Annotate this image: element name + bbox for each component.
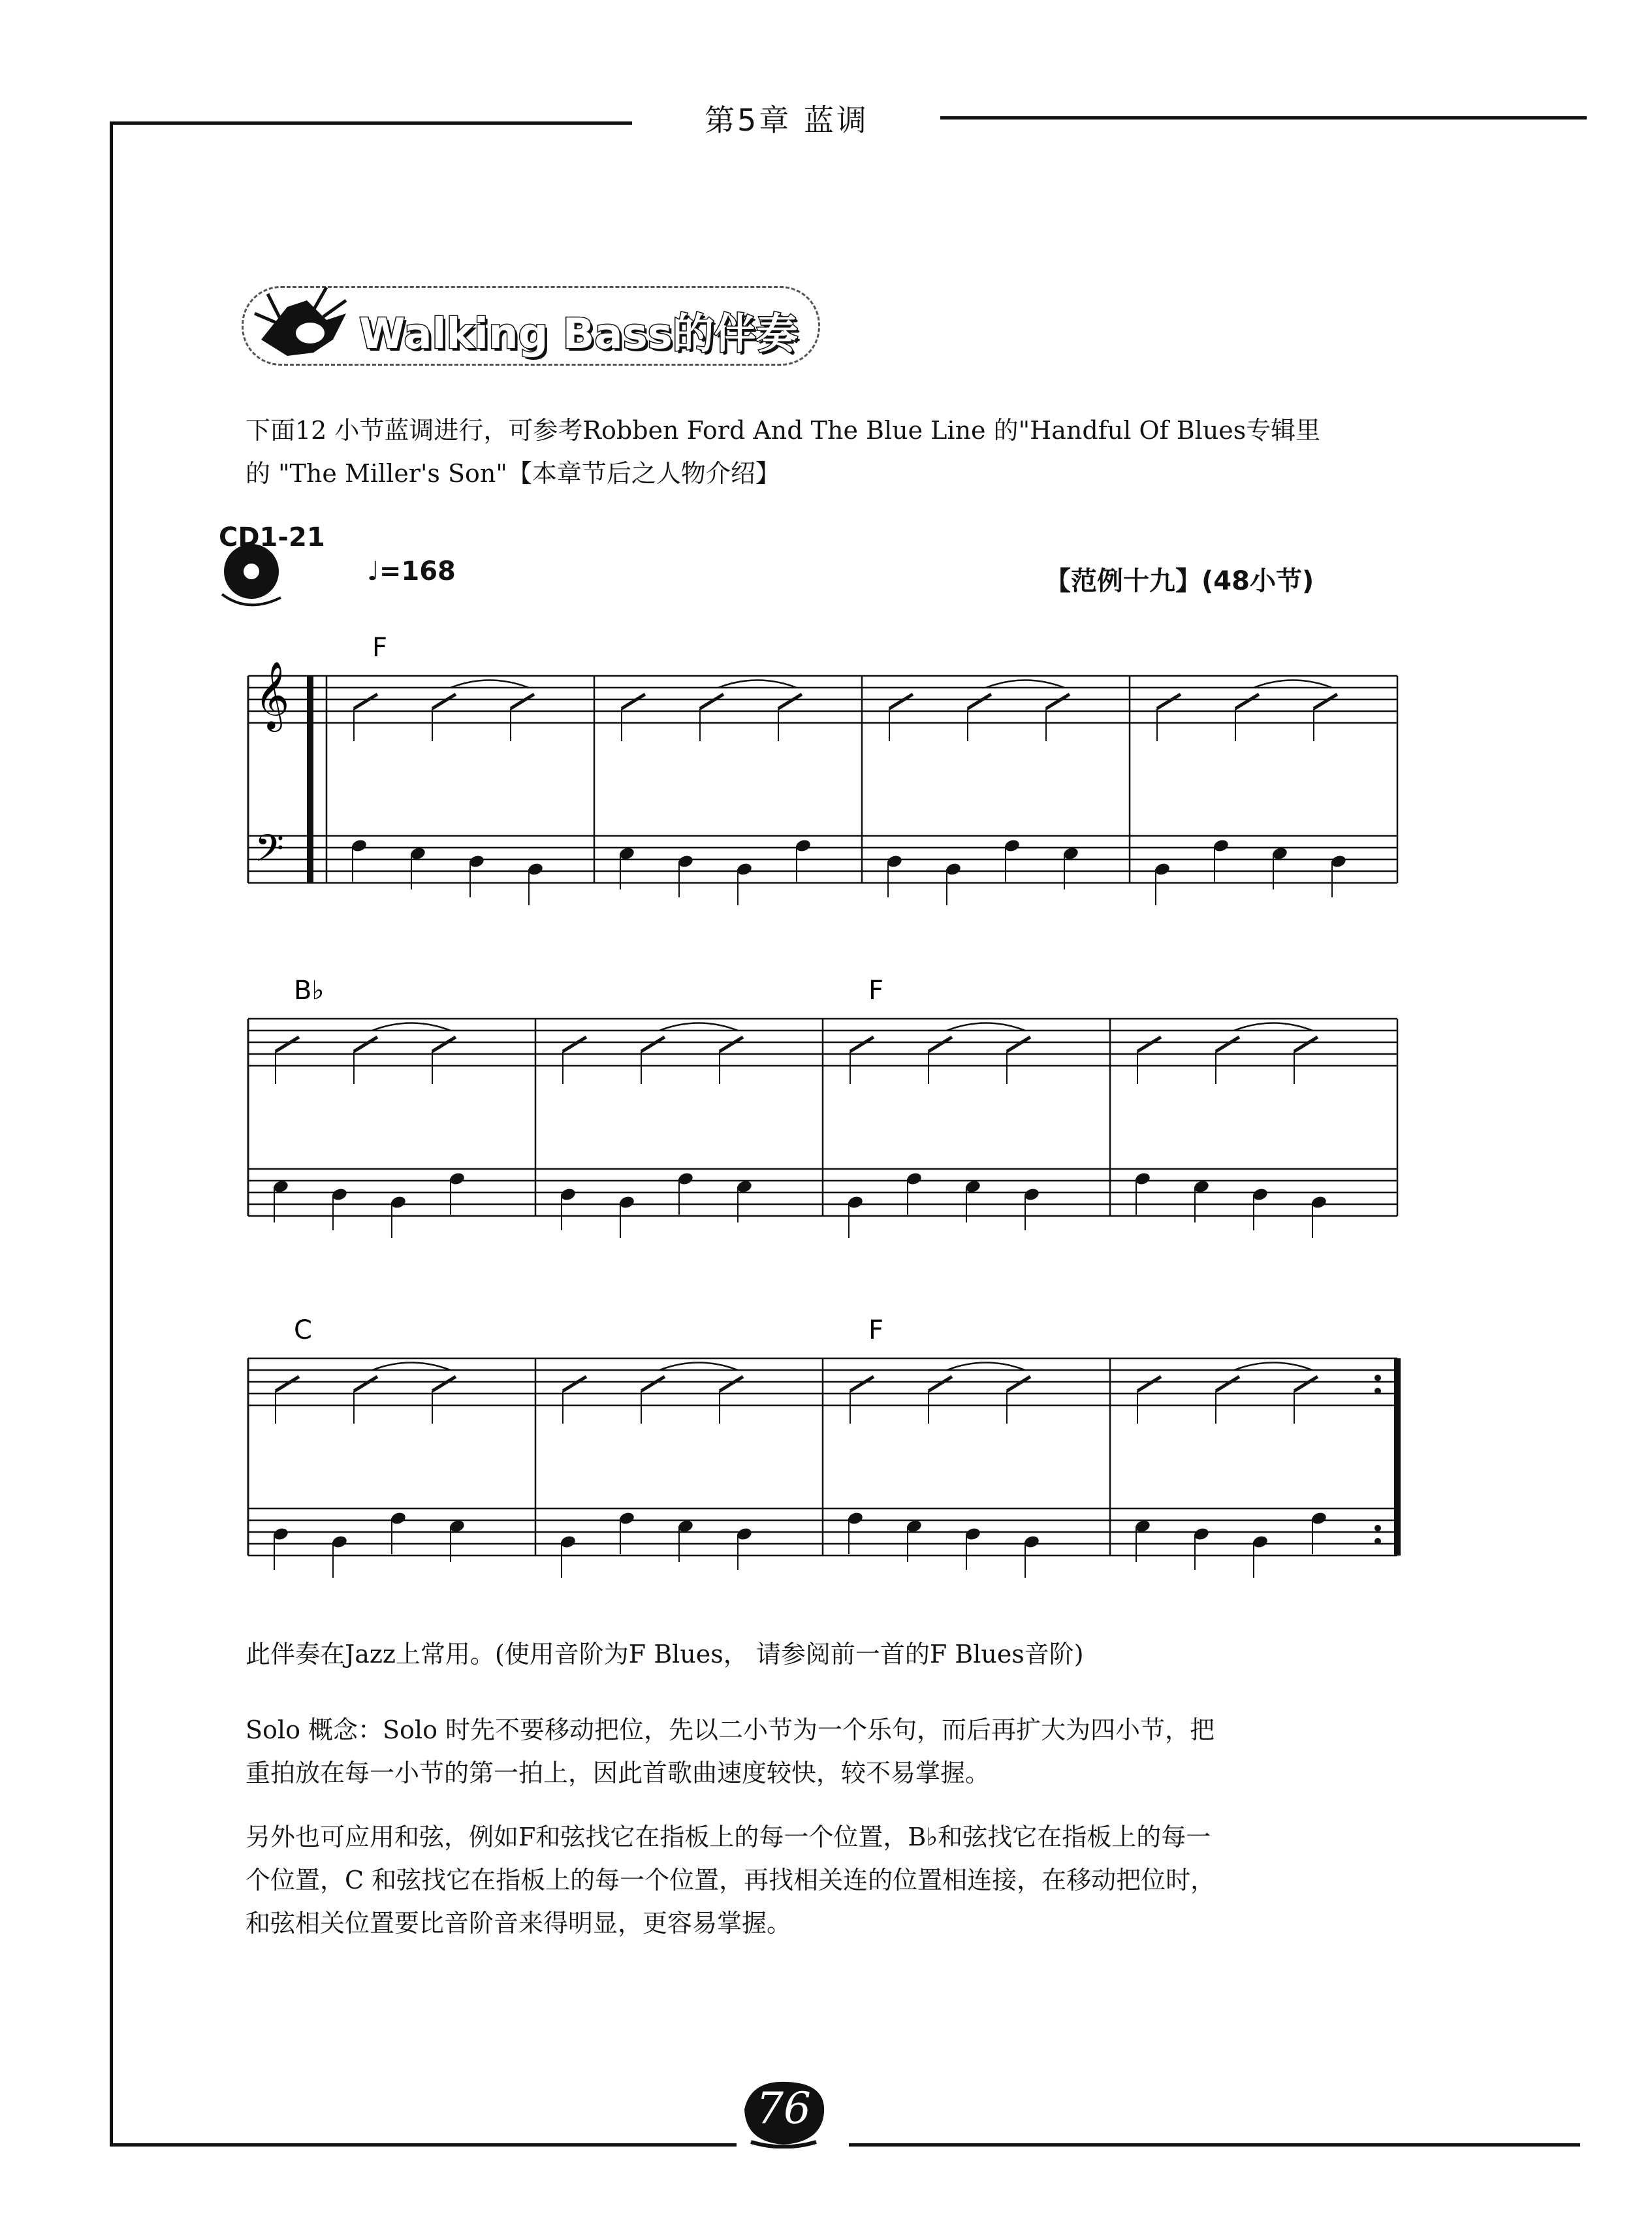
slash-note: [432, 1037, 456, 1051]
slash-note: [511, 694, 534, 709]
slash-note: [1235, 694, 1259, 709]
example-label: 【范例十九】(48小节): [1045, 566, 1314, 596]
chord-symbol: F: [372, 633, 388, 663]
slash-note: [1216, 1377, 1239, 1391]
slash-note: [929, 1037, 952, 1051]
chapter-header: 第5章 蓝调: [705, 103, 869, 138]
other-line-3: 和弦相关位置要比音阶音来得明显，更容易掌握。: [246, 1909, 792, 1938]
bass-clef-icon: 𝄢: [255, 826, 285, 880]
frame-bottom-right: [849, 2143, 1580, 2147]
slash-note: [1216, 1037, 1239, 1051]
section-title: Walking Bass的伴奏: [359, 310, 798, 359]
tie: [947, 1363, 1025, 1371]
intro-line-1: 下面12 小节蓝调进行，可参考Robben Ford And The Blue Line 的"Handful Of Blues专辑里: [246, 416, 1321, 445]
slash-note: [929, 1377, 952, 1391]
slash-note: [1137, 1037, 1161, 1051]
page-number: 76: [756, 2083, 811, 2133]
tie: [659, 1023, 738, 1031]
tie: [1254, 680, 1332, 688]
frame-top-right: [940, 116, 1587, 120]
chord-symbol: B♭: [294, 976, 325, 1006]
other-line-2: 个位置，C 和弦找它在指板上的每一个位置，再找相关连的位置相连接，在移动把位时，: [246, 1866, 1216, 1894]
repeat-bar: [307, 676, 313, 883]
repeat-dot: [1374, 1388, 1381, 1394]
slash-note: [968, 694, 991, 709]
slash-note: [1294, 1037, 1318, 1051]
slash-note: [850, 1377, 874, 1391]
guitar-splash-icon: [248, 281, 359, 366]
slash-note: [563, 1377, 586, 1391]
repeat-dot: [1374, 1538, 1381, 1544]
chord-symbol: F: [868, 1315, 884, 1345]
slash-note: [778, 694, 802, 709]
slash-note: [1314, 694, 1337, 709]
chord-symbol: F: [868, 976, 884, 1006]
music-score: [235, 614, 1410, 1593]
tie: [1234, 1023, 1312, 1031]
slash-note: [276, 1377, 299, 1391]
slash-note: [354, 1377, 377, 1391]
tie: [986, 680, 1064, 688]
section-banner: [242, 274, 816, 372]
slash-note: [1137, 1377, 1161, 1391]
slash-note: [622, 694, 645, 709]
intro-line-2: 的 "The Miller's Son"【本章节后之人物介绍】: [246, 459, 780, 488]
slash-note: [1046, 694, 1070, 709]
slash-note: [432, 1377, 456, 1391]
slash-note: [1294, 1377, 1318, 1391]
slash-note: [641, 1037, 665, 1051]
solo-concept-paragraph: [246, 1708, 1414, 1795]
tie: [372, 1023, 451, 1031]
usage-note: 此伴奏在Jazz上常用。(使用音阶为F Blues， 请参阅前一首的F Blues音阶): [246, 1640, 1084, 1669]
slash-note: [720, 1377, 743, 1391]
tempo-marking: ♩=168: [367, 556, 456, 586]
cd-disc-icon: [202, 542, 300, 614]
intro-paragraph: [246, 409, 1414, 495]
tie: [1234, 1363, 1312, 1371]
repeat-dot: [1374, 1525, 1381, 1531]
slash-note: [432, 694, 456, 709]
solo-line-2: 重拍放在每一小节的第一拍上，因此首歌曲速度较快，较不易掌握。: [246, 1759, 991, 1787]
slash-note: [276, 1037, 299, 1051]
tie: [947, 1023, 1025, 1031]
tie: [372, 1363, 451, 1371]
frame-bottom-left: [110, 2143, 737, 2147]
slash-note: [354, 694, 377, 709]
slash-note: [354, 1037, 377, 1051]
slash-note: [641, 1377, 665, 1391]
treble-clef-icon: 𝄞: [255, 661, 290, 729]
slash-note: [850, 1037, 874, 1051]
frame-top-left: [110, 121, 632, 125]
slash-note: [700, 694, 723, 709]
chord-symbol: C: [294, 1315, 312, 1345]
slash-note: [720, 1037, 743, 1051]
slash-note: [1007, 1377, 1030, 1391]
tie: [659, 1363, 738, 1371]
slash-note: [1157, 694, 1181, 709]
solo-line-1: Solo 概念：Solo 时先不要移动把位，先以二小节为一个乐句，而后再扩大为四小节，把: [246, 1716, 1215, 1744]
tie: [718, 680, 797, 688]
tie: [451, 680, 529, 688]
other-line-1: 另外也可应用和弦，例如F和弦找它在指板上的每一个位置，B♭和弦找它在指板上的每一: [246, 1823, 1211, 1851]
chord-position-paragraph: [246, 1815, 1414, 1945]
repeat-dot: [1374, 1375, 1381, 1381]
cd-track-label: CD1-21: [219, 522, 325, 552]
slash-note: [889, 694, 913, 709]
slash-note: [1007, 1037, 1030, 1051]
slash-note: [563, 1037, 586, 1051]
frame-left: [110, 121, 113, 2146]
